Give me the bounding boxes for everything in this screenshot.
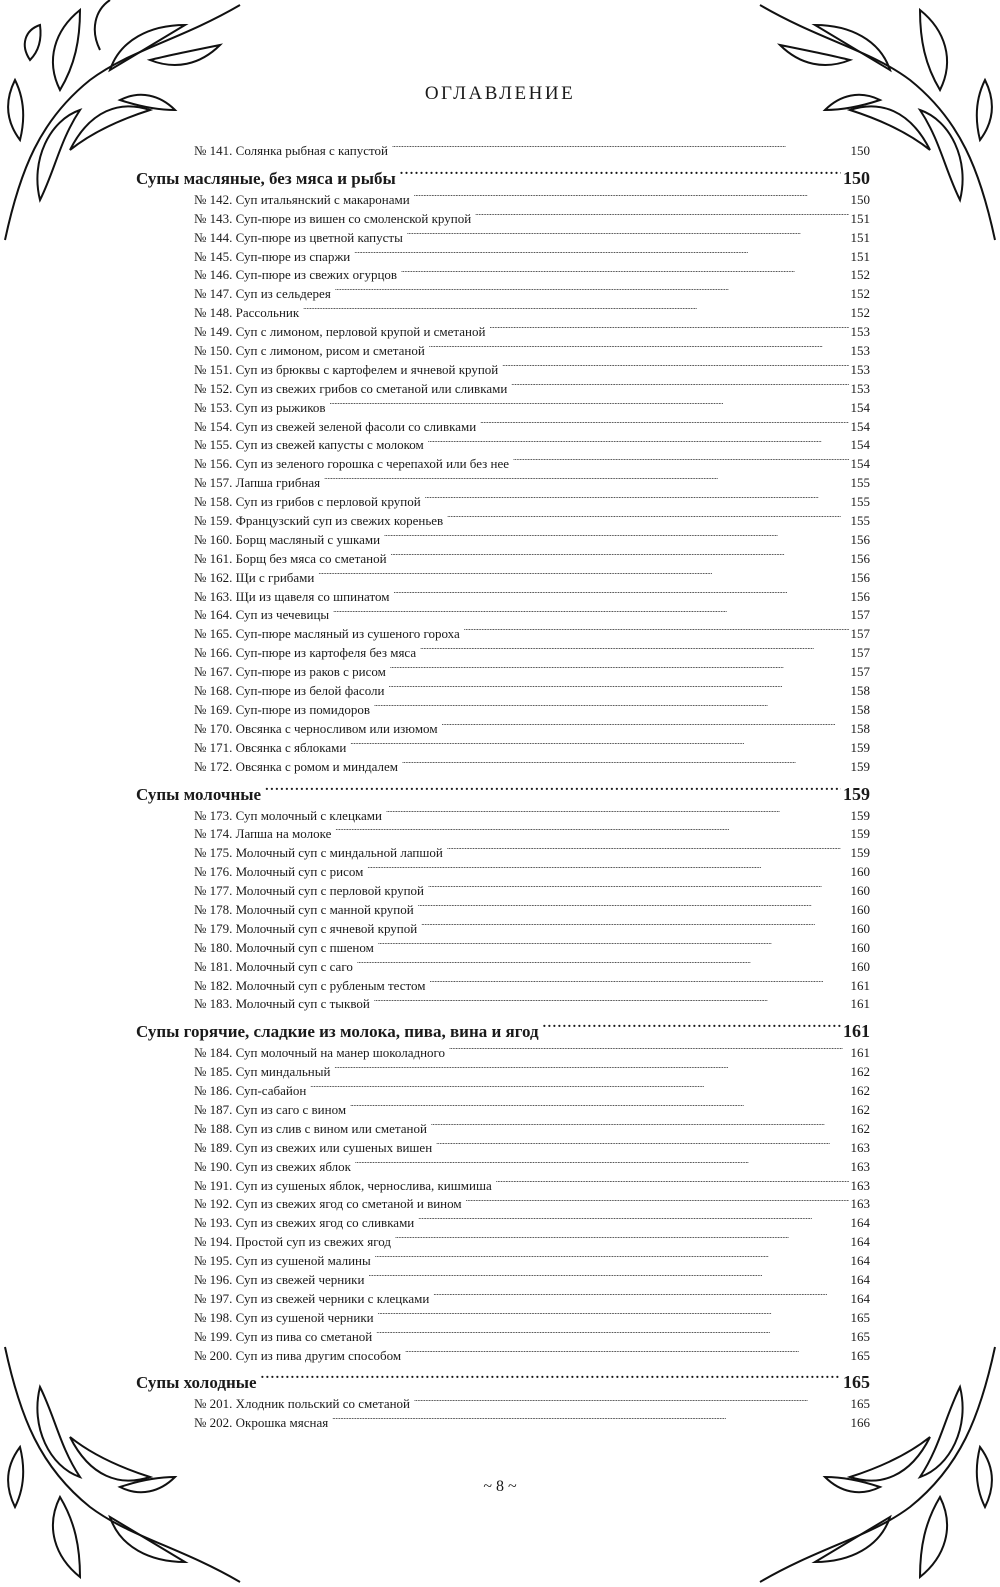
toc-entry[interactable] <box>194 606 870 625</box>
toc-entry[interactable] <box>194 995 870 1014</box>
dot-leader <box>378 939 849 952</box>
dot-leader <box>395 1233 848 1246</box>
toc-page-number: 160 <box>850 939 870 955</box>
toc-section-heading[interactable] <box>136 1369 870 1395</box>
toc-entry-title: № 161. Борщ без мяса со сметаной <box>194 550 387 566</box>
toc-entry[interactable] <box>194 758 870 777</box>
toc-entry[interactable] <box>194 1328 870 1347</box>
toc-page-number: 161 <box>850 996 870 1012</box>
toc-entry-title: № 186. Суп-сабайон <box>194 1083 307 1099</box>
toc-entry-title: № 142. Суп итальянский с макаронами <box>194 191 410 207</box>
toc-page-number: 154 <box>850 456 870 472</box>
toc-entry-title: № 156. Суп из зеленого горошка с черепахой или без нее <box>194 456 510 472</box>
toc-entry[interactable] <box>194 493 870 512</box>
toc-entry[interactable] <box>194 531 870 550</box>
toc-entry[interactable] <box>194 1063 870 1082</box>
toc-page-number: 161 <box>843 1021 870 1042</box>
toc-entry-title: № 180. Молочный суп с пшеном <box>194 939 374 955</box>
toc-entry-title: № 200. Суп из пива другим способом <box>194 1347 402 1363</box>
toc-page-number: 166 <box>850 1415 870 1431</box>
toc-page-number: 150 <box>850 191 870 207</box>
dot-leader <box>502 361 848 374</box>
toc-entry[interactable] <box>194 266 870 285</box>
toc-page-number: 159 <box>843 783 870 804</box>
toc-page-number: 164 <box>850 1253 870 1269</box>
dot-leader <box>392 142 849 155</box>
table-of-contents <box>136 142 870 1433</box>
toc-entry-title: № 188. Суп из слив с вином или сметаной <box>194 1120 427 1136</box>
toc-entry[interactable] <box>194 863 870 882</box>
toc-page-number: 164 <box>850 1271 870 1287</box>
toc-entry-title: № 199. Суп из пива со сметаной <box>194 1328 373 1344</box>
toc-entry[interactable] <box>194 1101 870 1120</box>
toc-page-number: 162 <box>850 1064 870 1080</box>
toc-entry[interactable] <box>194 455 870 474</box>
toc-page-number: 152 <box>850 305 870 321</box>
toc-page-number: 152 <box>850 286 870 302</box>
toc-entry-title: № 192. Суп из свежих ягод со сметаной и вином <box>194 1196 462 1212</box>
dot-leader <box>449 1044 848 1057</box>
toc-entry[interactable] <box>194 361 870 380</box>
toc-entry-title: № 145. Суп-пюре из спаржи <box>194 248 351 264</box>
toc-entry[interactable] <box>194 1082 870 1101</box>
toc-entry-title: № 152. Суп из свежих грибов со сметаной или сливками <box>194 380 508 396</box>
toc-entry[interactable] <box>194 844 870 863</box>
toc-entry[interactable] <box>194 1195 870 1214</box>
toc-entry-title: № 172. Овсянка с ромом и миндалем <box>194 758 399 774</box>
toc-entry-title: № 191. Суп из сушеных яблок, чернослива, кишмиша <box>194 1177 492 1193</box>
toc-page-number: 157 <box>850 607 870 623</box>
toc-entry-title: № 171. Овсянка с яблоками <box>194 739 347 755</box>
toc-page-number: 164 <box>850 1290 870 1306</box>
toc-entry[interactable] <box>194 1158 870 1177</box>
toc-entry-title: № 144. Суп-пюре из цветной капусты <box>194 229 403 245</box>
toc-page-number: 164 <box>850 1234 870 1250</box>
toc-page-number: 156 <box>850 569 870 585</box>
toc-entry[interactable] <box>194 323 870 342</box>
toc-page-number: 159 <box>850 845 870 861</box>
dot-leader <box>407 229 849 242</box>
toc-entry[interactable] <box>194 1414 870 1433</box>
toc-page-number: 162 <box>850 1083 870 1099</box>
dot-leader <box>367 863 848 876</box>
toc-entry[interactable] <box>194 418 870 437</box>
dot-leader <box>310 1082 848 1095</box>
toc-entry[interactable] <box>194 682 870 701</box>
toc-page-number: 151 <box>850 248 870 264</box>
dot-leader <box>335 825 848 838</box>
dot-leader <box>376 1328 848 1341</box>
toc-page-number: 163 <box>850 1196 870 1212</box>
toc-entry-title: № 173. Суп молочный с клецками <box>194 807 382 823</box>
toc-page-number: 153 <box>850 324 870 340</box>
toc-entry[interactable] <box>194 1120 870 1139</box>
toc-page-number: 163 <box>850 1139 870 1155</box>
dot-leader <box>543 1020 841 1037</box>
toc-entry-title: № 196. Суп из свежей черники <box>194 1271 365 1287</box>
toc-entry[interactable] <box>194 1271 870 1290</box>
toc-page-number: 156 <box>850 531 870 547</box>
toc-page-number: 151 <box>850 210 870 226</box>
dot-leader <box>374 701 849 714</box>
toc-entry-title: № 184. Суп молочный на манер шоколадного <box>194 1045 446 1061</box>
dot-leader <box>374 995 849 1008</box>
toc-entry-title: № 201. Хлодник польский со сметаной <box>194 1396 411 1412</box>
dot-leader <box>335 285 849 298</box>
dot-leader <box>418 901 849 914</box>
toc-entry-title: № 187. Суп из саго с вином <box>194 1101 347 1117</box>
toc-entry-title: № 146. Суп-пюре из свежих огурцов <box>194 267 398 283</box>
toc-entry[interactable] <box>194 342 870 361</box>
dot-leader <box>393 588 848 601</box>
toc-entry-title: № 195. Суп из сушеной малины <box>194 1253 371 1269</box>
toc-page-number: 159 <box>850 826 870 842</box>
toc-entry-title: Супы молочные <box>136 784 262 804</box>
toc-entry[interactable] <box>194 210 870 229</box>
toc-entry[interactable] <box>194 977 870 996</box>
toc-entry-title: № 202. Окрошка мясная <box>194 1415 329 1431</box>
toc-page-number: 159 <box>850 807 870 823</box>
toc-entry-title: № 181. Молочный суп с саго <box>194 958 353 974</box>
toc-entry-title: № 189. Суп из свежих или сушеных вишен <box>194 1139 433 1155</box>
toc-entry-title: № 166. Суп-пюре из картофеля без мяса <box>194 645 417 661</box>
toc-entry[interactable] <box>194 901 870 920</box>
dot-leader <box>513 455 848 468</box>
toc-page-number: 159 <box>850 739 870 755</box>
toc-entry[interactable] <box>194 1252 870 1271</box>
toc-entry-title: № 197. Суп из свежей черники с клецками <box>194 1290 430 1306</box>
toc-entry[interactable] <box>194 1309 870 1328</box>
toc-entry[interactable] <box>194 701 870 720</box>
toc-page-number: 160 <box>850 864 870 880</box>
toc-page-number: 150 <box>843 167 870 188</box>
toc-entry[interactable] <box>194 958 870 977</box>
dot-leader <box>324 474 848 487</box>
toc-page-number: 154 <box>850 399 870 415</box>
toc-entry[interactable] <box>194 588 870 607</box>
toc-entry-title: № 154. Суп из свежей зеленой фасоли со сливками <box>194 418 477 434</box>
toc-entry[interactable] <box>194 1347 870 1366</box>
dot-leader <box>401 266 848 279</box>
toc-page-number: 152 <box>850 267 870 283</box>
dot-leader <box>391 550 849 563</box>
toc-page-number: 158 <box>850 720 870 736</box>
dot-leader <box>420 644 848 657</box>
dot-leader <box>425 493 849 506</box>
dot-leader <box>489 323 848 336</box>
dot-leader <box>318 569 848 582</box>
page-number: ~ 8 ~ <box>483 1478 517 1495</box>
dot-leader <box>332 1414 848 1427</box>
dot-leader <box>400 167 841 184</box>
toc-page-number: 161 <box>850 977 870 993</box>
toc-entry[interactable] <box>194 882 870 901</box>
toc-entry[interactable] <box>194 939 870 958</box>
dot-leader <box>355 1158 849 1171</box>
toc-page-number: 160 <box>850 958 870 974</box>
toc-page-number: 150 <box>850 143 870 158</box>
toc-page-number: 160 <box>850 883 870 899</box>
toc-entry[interactable] <box>194 663 870 682</box>
toc-page-number: 165 <box>850 1309 870 1325</box>
toc-page-number: 157 <box>850 664 870 680</box>
dot-leader <box>466 1195 849 1208</box>
toc-entry-title: № 163. Щи из щавеля со шпинатом <box>194 588 390 604</box>
toc-entry-title: № 193. Суп из свежих ягод со сливками <box>194 1215 415 1231</box>
toc-entry[interactable] <box>194 644 870 663</box>
toc-entry-title: № 198. Суп из сушеной черники <box>194 1309 374 1325</box>
dot-leader <box>464 625 849 638</box>
toc-section-heading[interactable] <box>136 165 870 191</box>
toc-page-number: 153 <box>850 343 870 359</box>
toc-section-heading[interactable] <box>136 1018 870 1044</box>
dot-leader <box>375 1252 849 1265</box>
toc-page-number: 156 <box>850 588 870 604</box>
toc-entry[interactable] <box>194 1233 870 1252</box>
toc-entry-title: № 167. Суп-пюре из раков с рисом <box>194 664 386 680</box>
toc-entry-title: № 160. Борщ масляный с ушками <box>194 531 381 547</box>
dot-leader <box>330 399 849 412</box>
toc-page-number: 157 <box>850 645 870 661</box>
toc-section-heading[interactable] <box>136 781 870 807</box>
toc-page-number: 160 <box>850 920 870 936</box>
toc-entry-title: № 190. Суп из свежих яблок <box>194 1158 351 1174</box>
toc-entry[interactable] <box>194 285 870 304</box>
toc-entry[interactable] <box>194 807 870 826</box>
dot-leader <box>357 958 849 971</box>
toc-entry-title: № 182. Молочный суп с рубленым тестом <box>194 977 426 993</box>
dot-leader <box>384 531 848 544</box>
dot-leader <box>354 248 848 261</box>
toc-entry[interactable] <box>194 1290 870 1309</box>
toc-page-number: 155 <box>850 513 870 529</box>
dot-leader <box>390 663 849 676</box>
dot-leader <box>350 1101 848 1114</box>
toc-page-number: 158 <box>850 683 870 699</box>
toc-page-number: 164 <box>850 1215 870 1231</box>
toc-entry-title: № 155. Суп из свежей капусты с молоком <box>194 437 424 453</box>
toc-entry[interactable] <box>194 569 870 588</box>
toc-entry[interactable] <box>194 825 870 844</box>
toc-entry-title: № 185. Суп миндальный <box>194 1064 331 1080</box>
toc-entry-title: Супы масляные, без мяса и рыбы <box>136 168 396 188</box>
dot-leader <box>303 304 848 317</box>
toc-entry-title: № 157. Лапша грибная <box>194 475 321 491</box>
dot-leader <box>496 1177 849 1190</box>
toc-entry[interactable] <box>194 1044 870 1063</box>
dot-leader <box>428 882 849 895</box>
toc-entry[interactable] <box>194 191 870 210</box>
toc-entry-title: Супы холодные <box>136 1373 257 1393</box>
dot-leader <box>436 1139 848 1152</box>
toc-entry-title: № 168. Суп-пюре из белой фасоли <box>194 683 385 699</box>
toc-entry-title: № 151. Суп из брюквы с картофелем и ячневой крупой <box>194 361 499 377</box>
dot-leader <box>265 783 841 800</box>
toc-entry-title: № 175. Молочный суп с миндальной лапшой <box>194 845 443 861</box>
toc-entry-title: № 176. Молочный суп с рисом <box>194 864 364 880</box>
dot-leader <box>433 1290 848 1303</box>
toc-page-number: 153 <box>850 380 870 396</box>
dot-leader <box>475 210 848 223</box>
dot-leader <box>350 739 848 752</box>
toc-entry-title: № 159. Французский суп из свежих кореньев <box>194 513 444 529</box>
toc-entry-title: № 179. Молочный суп с ячневой крупой <box>194 920 418 936</box>
toc-page-number: 160 <box>850 901 870 917</box>
toc-entry-title: № 148. Рассольник <box>194 305 300 321</box>
toc-page-number: 151 <box>850 229 870 245</box>
toc-page-number: 154 <box>850 437 870 453</box>
toc-entry[interactable] <box>194 380 870 399</box>
toc-entry-title: № 158. Суп из грибов с перловой крупой <box>194 494 421 510</box>
toc-entry-title: № 183. Молочный суп с тыквой <box>194 996 370 1012</box>
dot-leader <box>511 380 848 393</box>
toc-page-number: 161 <box>850 1045 870 1061</box>
toc-page-number: 156 <box>850 550 870 566</box>
toc-entry[interactable] <box>194 436 870 455</box>
dot-leader <box>447 512 848 525</box>
toc-entry-title: № 165. Суп-пюре масляный из сушеного гороха <box>194 626 460 642</box>
toc-entry-title: № 164. Суп из чечевицы <box>194 607 330 623</box>
toc-page-number: 165 <box>850 1347 870 1363</box>
toc-entry-title: Супы горячие, сладкие из молока, пива, вина и ягод <box>136 1022 539 1042</box>
dot-leader <box>430 977 849 990</box>
toc-entry[interactable] <box>194 920 870 939</box>
dot-leader <box>429 342 849 355</box>
dot-leader <box>368 1271 848 1284</box>
toc-entry[interactable] <box>194 625 870 644</box>
toc-entry-title: № 149. Суп с лимоном, перловой крупой и сметаной <box>194 324 486 340</box>
dot-leader <box>405 1347 848 1360</box>
toc-entry-title: № 147. Суп из сельдерея <box>194 286 331 302</box>
page-title: ОГЛАВЛЕНИЕ <box>424 82 576 104</box>
toc-entry-title: № 162. Щи с грибами <box>194 569 315 585</box>
dot-leader <box>333 606 848 619</box>
toc-entry-title: № 169. Суп-пюре из помидоров <box>194 701 370 717</box>
dot-leader <box>414 1395 848 1408</box>
dot-leader <box>428 436 849 449</box>
toc-entry-title: № 141. Солянка рыбная с капустой <box>194 143 388 158</box>
dot-leader <box>378 1309 849 1322</box>
toc-entry[interactable] <box>194 550 870 569</box>
toc-entry[interactable] <box>194 399 870 418</box>
dot-leader <box>418 1214 848 1227</box>
toc-entry[interactable] <box>194 739 870 758</box>
toc-page-number: 155 <box>850 475 870 491</box>
toc-entry[interactable] <box>194 1214 870 1233</box>
dot-leader <box>480 418 848 431</box>
dot-leader <box>421 920 848 933</box>
toc-entry[interactable] <box>194 1177 870 1196</box>
toc-page-number: 153 <box>850 361 870 377</box>
dot-leader <box>414 191 849 204</box>
dot-leader <box>447 844 849 857</box>
toc-entry[interactable] <box>194 1395 870 1414</box>
toc-entry[interactable] <box>194 229 870 248</box>
toc-page-number: 158 <box>850 701 870 717</box>
toc-page-number: 162 <box>850 1120 870 1136</box>
toc-entry[interactable] <box>194 474 870 493</box>
dot-leader <box>334 1063 848 1076</box>
dot-leader <box>402 758 848 771</box>
toc-page-number: 159 <box>850 758 870 774</box>
dot-leader <box>388 682 848 695</box>
toc-entry-title: № 150. Суп с лимоном, рисом и сметаной <box>194 343 425 359</box>
dot-leader <box>431 1120 849 1133</box>
dot-leader <box>442 720 849 733</box>
toc-entry-title: № 194. Простой суп из свежих ягод <box>194 1234 392 1250</box>
toc-entry[interactable] <box>194 512 870 531</box>
toc-page-number: 163 <box>850 1177 870 1193</box>
toc-entry-title: № 178. Молочный суп с манной крупой <box>194 901 414 917</box>
toc-page-number: 157 <box>850 626 870 642</box>
toc-entry[interactable] <box>194 720 870 739</box>
toc-page-number: 165 <box>843 1372 870 1393</box>
toc-page-number: 154 <box>850 418 870 434</box>
toc-entry-title: № 143. Суп-пюре из вишен со смоленской крупой <box>194 210 472 226</box>
toc-entry[interactable] <box>194 1139 870 1158</box>
dot-leader <box>386 807 849 820</box>
toc-entry-title: № 177. Молочный суп с перловой крупой <box>194 883 424 899</box>
toc-entry-title: № 170. Овсянка с черносливом или изюмом <box>194 720 438 736</box>
toc-entry[interactable] <box>194 304 870 323</box>
toc-entry[interactable] <box>194 248 870 267</box>
toc-entry[interactable] <box>194 142 870 161</box>
toc-page-number: 155 <box>850 494 870 510</box>
toc-page-number: 165 <box>850 1396 870 1412</box>
toc-entry-title: № 174. Лапша на молоке <box>194 826 332 842</box>
toc-entry-title: № 153. Суп из рыжиков <box>194 399 326 415</box>
dot-leader <box>261 1371 841 1388</box>
toc-page-number: 163 <box>850 1158 870 1174</box>
toc-page-number: 162 <box>850 1101 870 1117</box>
toc-page-number: 165 <box>850 1328 870 1344</box>
